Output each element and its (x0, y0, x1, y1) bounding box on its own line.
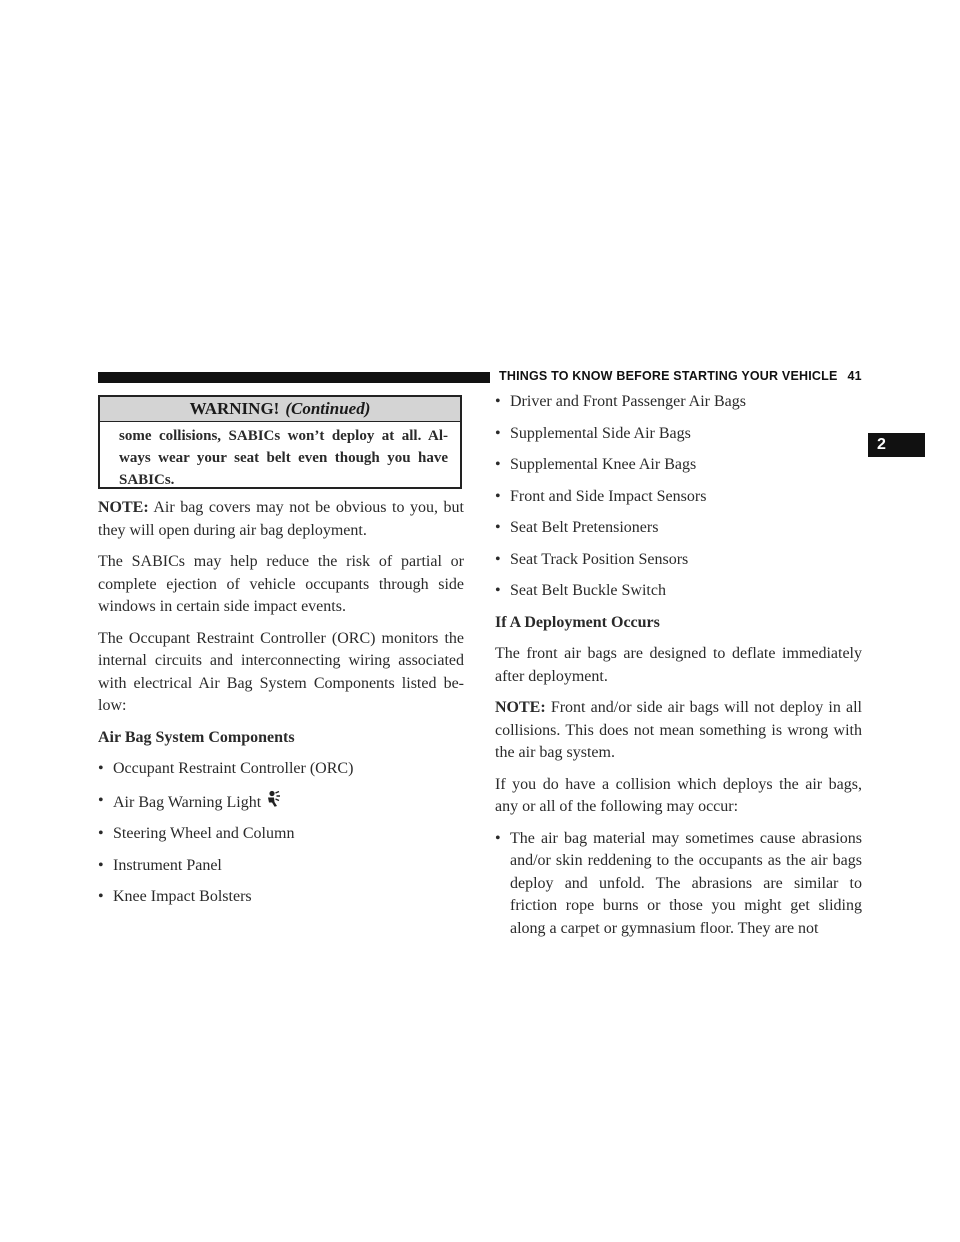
warning-title: WARNING! (189, 399, 280, 418)
list-item: • Seat Belt Pretensioners (495, 519, 659, 536)
warning-continued: (Continued) (285, 399, 371, 418)
airbag-warning-icon (263, 790, 281, 808)
header-rule (98, 372, 490, 383)
collision-paragraph: If you do have a collision which deploys the air bags, any or all of the following may occur: (495, 775, 862, 815)
effects-list (495, 828, 862, 941)
right-column (495, 391, 862, 940)
list-item: • Knee Impact Bolsters (98, 888, 252, 905)
list-item: • Front and Side Impact Sensors (495, 487, 707, 505)
note-text: Front and/or side air bags will not deploy in all collisions. This does not mean something is wrong with the air bag system. (495, 699, 862, 761)
running-header (499, 369, 862, 383)
list-item: • Seat Track Position Sensors (495, 550, 689, 568)
sabic-paragraph: The SABICs may help reduce the risk of partial or complete ejection of vehicle occupants through side windows in certain side impact events. (98, 553, 464, 615)
list-item: • Steering Wheel and Column (98, 825, 295, 842)
list-item: • Supplemental Side Air Bags (495, 424, 691, 442)
list-item: • Occupant Restraint Controller (ORC) (98, 760, 354, 777)
warning-box (98, 395, 462, 489)
note-text: Air bag covers may not be obvious to you, but they will open during air bag deployment. (98, 499, 464, 539)
deployment-paragraph: The front air bags are designed to deflate immediately after deployment. (495, 645, 862, 685)
list-item: • Air Bag Warning Light (98, 790, 464, 815)
note-label: NOTE: (495, 699, 546, 716)
section-title: THINGS TO KNOW BEFORE STARTING YOUR VEHICLE (499, 369, 838, 383)
page-number: 41 (847, 369, 862, 383)
warning-header (100, 397, 460, 422)
left-column (98, 497, 464, 909)
orc-paragraph: The Occupant Restraint Controller (ORC) monitors the internal circuits and interconnecting wiring associated with electrical Air Bag System Components listed be-low: (98, 629, 464, 714)
list-item: • Seat Belt Buckle Switch (495, 582, 666, 599)
list-item: • The air bag material may sometimes cause abrasions and/or skin reddening to the occupants as the air bags deploy and unfold. The abrasions are similar to friction rope burns or those you might get sliding along a carpet or gymnasium floor. They are not (495, 829, 862, 937)
note-paragraph (98, 497, 464, 542)
components-list (98, 758, 464, 909)
list-item: • Supplemental Knee Air Bags (495, 456, 697, 473)
note-paragraph (495, 697, 862, 765)
list-item: • Instrument Panel (98, 856, 222, 874)
deployment-heading: If A Deployment Occurs (495, 613, 660, 631)
components-list-continued (495, 391, 862, 603)
components-heading: Air Bag System Components (98, 728, 295, 746)
note-label: NOTE: (98, 499, 149, 516)
list-item: • Driver and Front Passenger Air Bags (495, 393, 746, 410)
chapter-tab: 2 (868, 433, 925, 457)
warning-body: some collisions, SABICs won’t deploy at all. Al-ways wear your seat belt even though you have SABICs. (119, 428, 448, 488)
